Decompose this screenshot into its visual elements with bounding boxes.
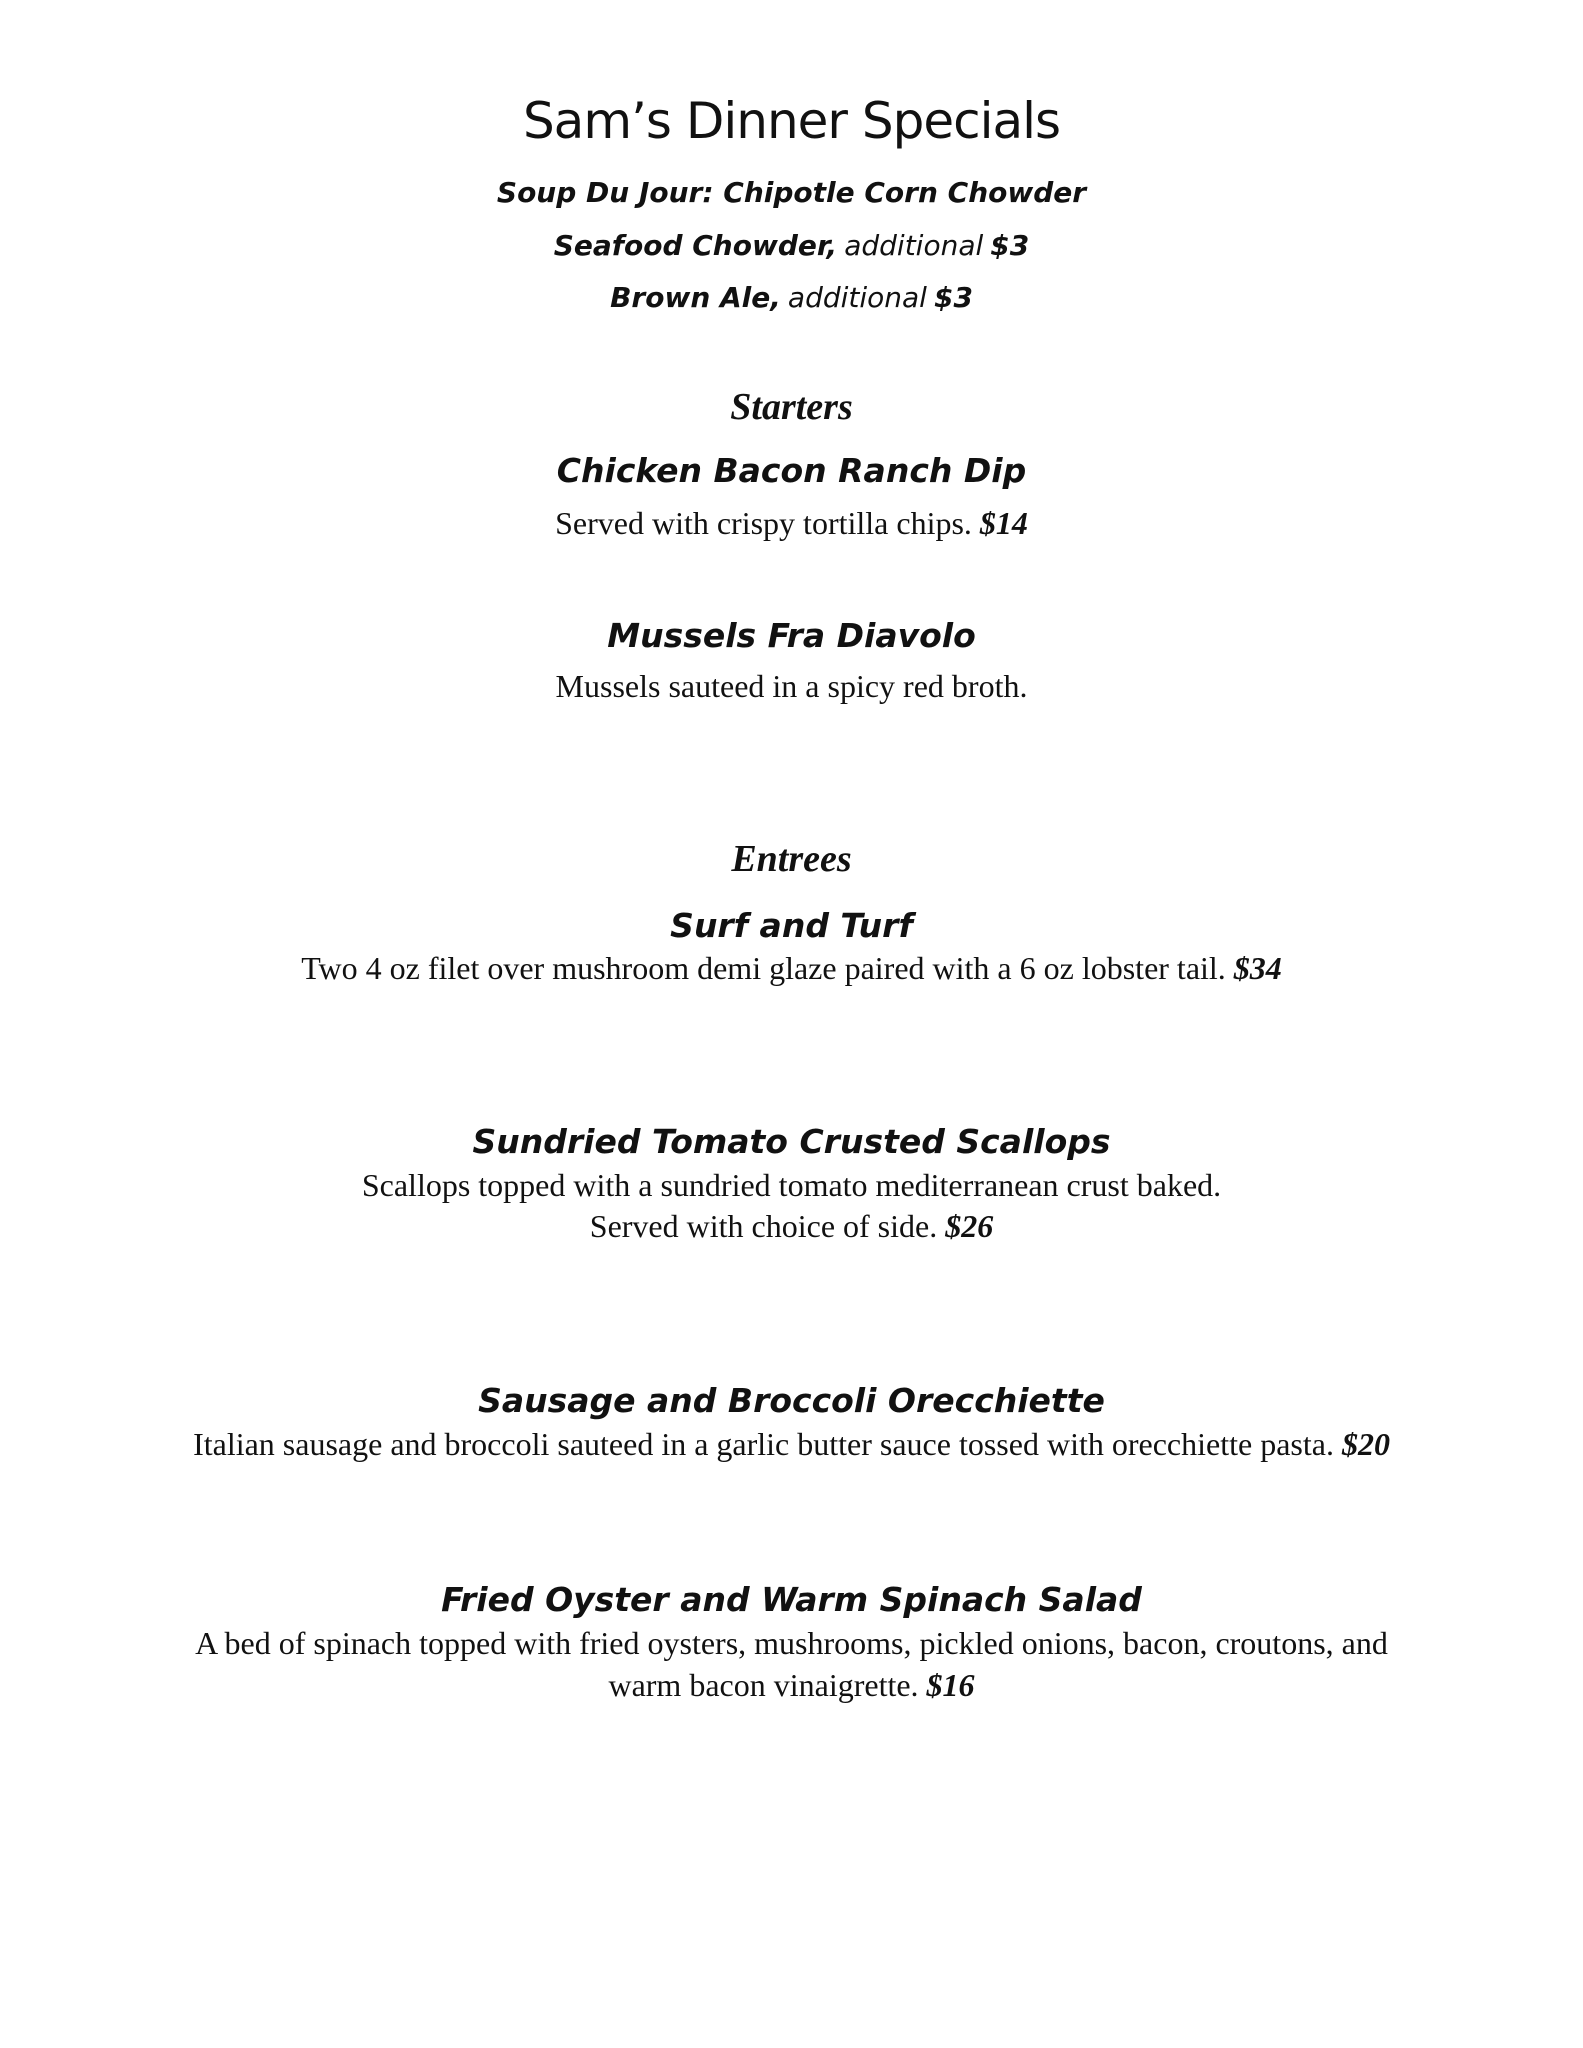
section-heading-starters: Starters	[730, 386, 853, 428]
menu-item-description: A bed of spinach topped with fried oysters, mushrooms, pickled onions, bacon, croutons, and	[195, 1625, 1388, 1661]
menu-item-price: $20	[1341, 1426, 1390, 1462]
soup-option-price: $3	[990, 229, 1030, 262]
menu-item-name: Surf and Turf	[670, 906, 913, 945]
description-text: warm bacon vinaigrette.	[608, 1667, 919, 1703]
menu-item-price: $16	[926, 1667, 975, 1703]
menu-item-name: Mussels Fra Diavolo	[607, 616, 976, 655]
menu-item-description	[0, 505, 1583, 542]
menu-item-price: $34	[1233, 950, 1282, 986]
menu-item-name: Sundried Tomato Crusted Scallops	[472, 1122, 1111, 1161]
menu-item-name: Fried Oyster and Warm Spinach Salad	[441, 1580, 1142, 1619]
soup-option-price: $3	[933, 281, 973, 314]
section-heading-entrees: Entrees	[731, 838, 852, 880]
menu-item-price: $26	[945, 1208, 994, 1244]
menu-item-description	[0, 1426, 1583, 1463]
description-text: Two 4 oz filet over mushroom demi glaze paired with a 6 oz lobster tail.	[301, 950, 1226, 986]
menu-item-description: Scallops topped with a sundried tomato mediterranean crust baked.	[361, 1167, 1222, 1203]
menu-item-description	[0, 1667, 1583, 1704]
page-title: Sam’s Dinner Specials	[522, 92, 1061, 150]
soup-option-name: Seafood Chowder,	[553, 229, 838, 262]
description-text: Italian sausage and broccoli sauteed in a garlic butter sauce tossed with orecchiette pasta.	[193, 1426, 1334, 1462]
menu-item-description	[0, 950, 1583, 987]
soup-option-note: additional	[787, 281, 927, 314]
menu-item-price: $14	[979, 505, 1028, 541]
menu-item-name: Sausage and Broccoli Orecchiette	[478, 1381, 1105, 1420]
description-text: Served with choice of side.	[589, 1208, 938, 1244]
soup-du-jour: Soup Du Jour: Chipotle Corn Chowder	[496, 176, 1087, 209]
soup-option	[0, 281, 1583, 315]
description-text: Served with crispy tortilla chips.	[555, 505, 972, 541]
menu-item-description: Mussels sauteed in a spicy red broth.	[555, 668, 1028, 704]
soup-option-name: Brown Ale,	[610, 281, 781, 314]
soup-option	[0, 229, 1583, 263]
menu-item-description	[0, 1208, 1583, 1245]
soup-option-note: additional	[844, 229, 984, 262]
menu-item-name: Chicken Bacon Ranch Dip	[556, 451, 1027, 490]
